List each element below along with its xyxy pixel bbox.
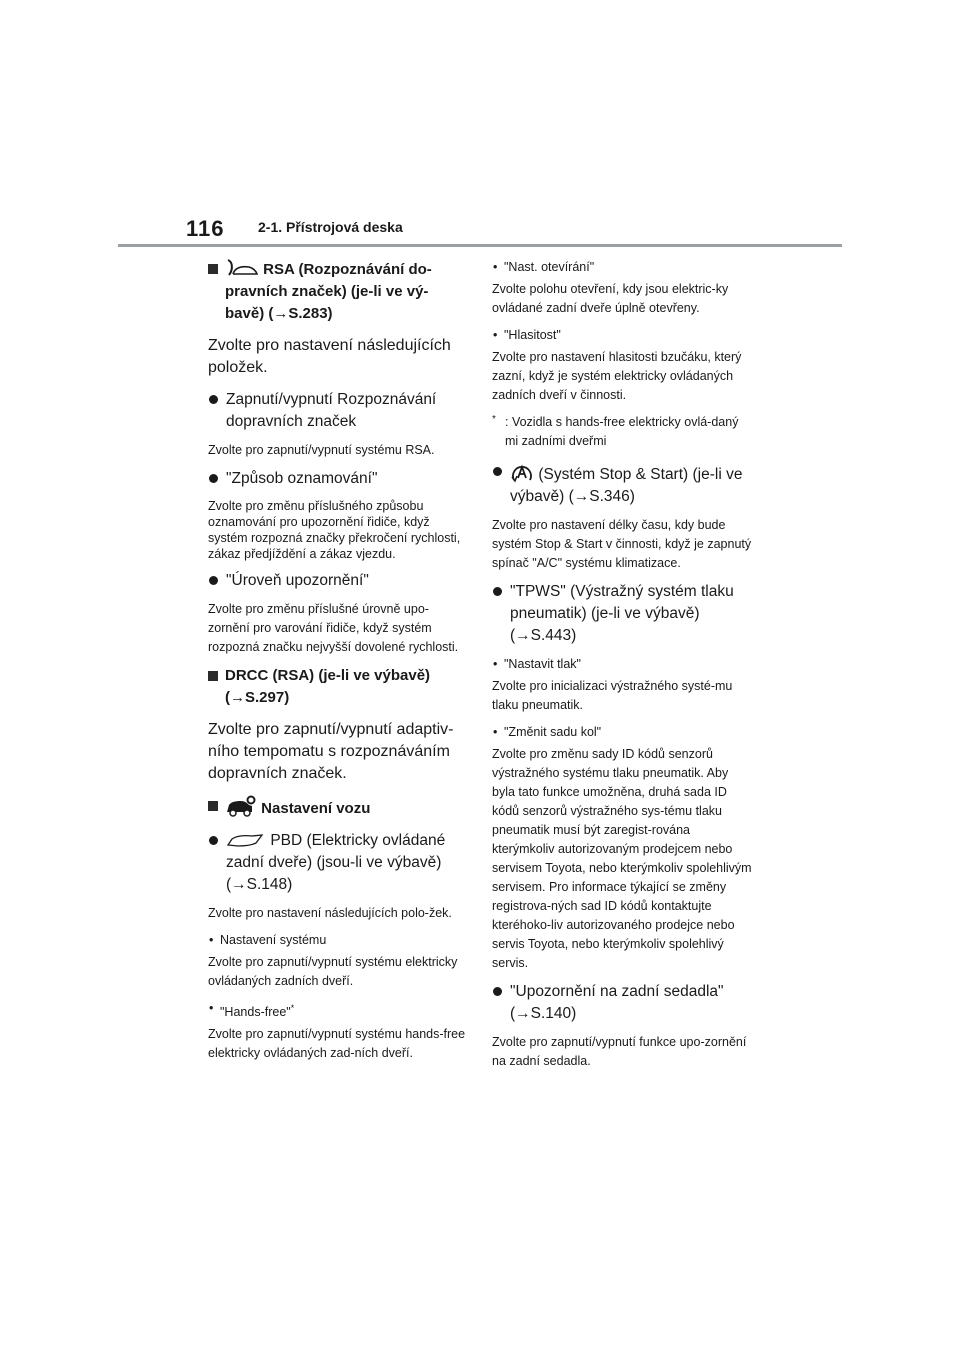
- sub-item-text: Zvolte pro zapnutí/vypnutí systému hands-free elektricky ovládaných zad-ních dveří.: [208, 1027, 466, 1061]
- vehicle-heading-text: Nastavení vozu: [261, 800, 371, 817]
- list-item: [208, 468, 468, 490]
- footnote-star: *: [492, 414, 496, 425]
- item-title: "Úroveň upozornění": [226, 572, 369, 589]
- left-column: [208, 258, 468, 1071]
- sub-item-title: "Hands-free": [220, 1005, 291, 1020]
- square-bullet-icon: [208, 801, 218, 811]
- list-item: [492, 581, 754, 647]
- drcc-lead: Zvolte pro zapnutí/vypnutí adaptiv-ního tempomatu s rozpoznáváním dopravních značek.: [208, 721, 454, 782]
- page-number: 116: [186, 216, 225, 241]
- rsa-lead: Zvolte pro nastavení následujících položek.: [208, 337, 451, 376]
- item-text: Zvolte pro zapnutí/vypnutí funkce upo-zornění na zadní sedadla.: [492, 1035, 747, 1068]
- item-title: "TPWS" (Výstražný systém tlaku pneumatik) (je-li ve výbavě) (→S.443): [510, 583, 734, 644]
- sub-item: [492, 258, 754, 277]
- list-item: [208, 389, 468, 433]
- item-title: Zapnutí/vypnutí Rozpoznávání dopravních značek: [226, 391, 437, 430]
- drcc-heading: [208, 665, 468, 709]
- sub-item-text: Zvolte polohu otevření, kdy jsou elektric-ky ovládané zadní dveře úplně otevřeny.: [492, 282, 729, 315]
- bullet-icon: [493, 987, 502, 996]
- stop-start-icon: [510, 461, 534, 483]
- footnote-text: : Vozidla s hands-free elektricky ovlá-daný mi zadními dveřmi: [505, 415, 739, 448]
- sub-item-title: "Změnit sadu kol": [504, 725, 602, 739]
- bullet-icon: [209, 836, 218, 845]
- sub-item: [492, 723, 754, 742]
- item-text: Zvolte pro změnu příslušné úrovně upo-zornění pro varování řidiče, když systém rozpozná značku nejvyšší dovolené rychlosti.: [208, 602, 459, 654]
- sign-recognition-icon: [225, 258, 259, 278]
- item-title: "Upozornění na zadní sedadla" (→S.140): [510, 983, 724, 1022]
- sub-item: [208, 931, 468, 950]
- item-title: (Systém Stop & Start) (je-li ve výbavě) (→S.346): [510, 466, 743, 505]
- sub-item-title: Nastavení systému: [220, 933, 327, 947]
- list-item: [492, 461, 754, 508]
- square-bullet-icon: [208, 264, 218, 274]
- list-item: [492, 981, 754, 1025]
- sub-item-title: "Nastavit tlak": [504, 657, 581, 671]
- power-back-door-icon: [226, 833, 266, 849]
- header-rule: [118, 244, 842, 247]
- sub-item: [492, 326, 754, 345]
- page-header: [0, 0, 960, 250]
- square-bullet-icon: [208, 671, 218, 681]
- rsa-heading: [208, 258, 468, 325]
- section-title: 2-1. Přístrojová deska: [258, 219, 403, 235]
- rsa-heading-line-3: bavě) (→S.283): [225, 305, 333, 322]
- small-bullet-icon: •: [493, 725, 498, 739]
- bullet-icon: [209, 474, 218, 483]
- vehicle-heading: [208, 795, 468, 820]
- small-bullet-icon: •: [209, 933, 214, 947]
- sub-item: [492, 655, 754, 674]
- right-column: [492, 258, 754, 1079]
- footnote-mark: *: [290, 1003, 295, 1013]
- sub-item-text: Zvolte pro inicializaci výstražného systé-mu tlaku pneumatik.: [492, 679, 733, 712]
- footnote: [492, 413, 754, 451]
- sub-item-title: "Nast. otevírání": [504, 260, 595, 274]
- bullet-icon: [209, 395, 218, 404]
- item-text: Zvolte pro nastavení následujících polo-žek.: [208, 906, 452, 920]
- list-item: [208, 830, 468, 896]
- bullet-icon: [493, 587, 502, 596]
- rsa-heading-line-1: RSA (Rozpoznávání do-: [263, 261, 432, 278]
- sub-item: [208, 999, 468, 1022]
- sub-item-title: "Hlasitost": [504, 328, 561, 342]
- vehicle-settings-icon: [225, 795, 257, 817]
- rsa-heading-line-2: pravních značek) (je-li ve vý-: [225, 283, 429, 300]
- small-bullet-icon: •: [493, 328, 498, 342]
- small-bullet-icon: •: [209, 1001, 214, 1015]
- small-bullet-icon: •: [493, 260, 498, 274]
- item-text: Zvolte pro nastavení délky času, kdy bude systém Stop & Start v činnosti, když je zapnutý spínač "A/C" systému klimatizace.: [492, 518, 752, 570]
- item-text: Zvolte pro změnu příslušného způsobu oznamování pro upozornění řidiče, když systém rozpozná značky překročení rychlosti, zákaz předjíždění a zákaz vjezdu.: [208, 499, 461, 561]
- sub-item-text: Zvolte pro nastavení hlasitosti bzučáku, který zazní, když je systém elektricky ovládaných zadních dveří v činnosti.: [492, 350, 742, 402]
- item-title: "Způsob oznamování": [226, 470, 378, 487]
- sub-item-text: Zvolte pro změnu sady ID kódů senzorů výstražného systému tlaku pneumatik. Aby byla tato funkce umožněna, druhá sada ID kódů senzorů výstražného sys-tému tlaku pneumatik musí být zaregist-rována kterýmkoliv autorizovaným prodejcem nebo servisem Toyota, nebo kterýmkoliv spolehlivým servisem. Pro informace týkající se změny registrova-ných sad ID kódů kontaktujte kteréhoko-liv autorizovaného prodejce nebo servis Toyota, nebo kterýmkoliv spolehlivý servis.: [492, 747, 752, 970]
- list-item: [208, 570, 468, 592]
- sub-item-text: Zvolte pro zapnutí/vypnutí systému elektricky ovládaných zadních dveří.: [208, 955, 458, 988]
- drcc-heading-text: DRCC (RSA) (je-li ve výbavě) (→S.297): [225, 667, 431, 706]
- item-text: Zvolte pro zapnutí/vypnutí systému RSA.: [208, 443, 435, 457]
- small-bullet-icon: •: [493, 657, 498, 671]
- item-title: PBD (Elektricky ovládané zadní dveře) (jsou-li ve výbavě) (→S.148): [226, 832, 446, 893]
- bullet-icon: [493, 467, 502, 476]
- bullet-icon: [209, 576, 218, 585]
